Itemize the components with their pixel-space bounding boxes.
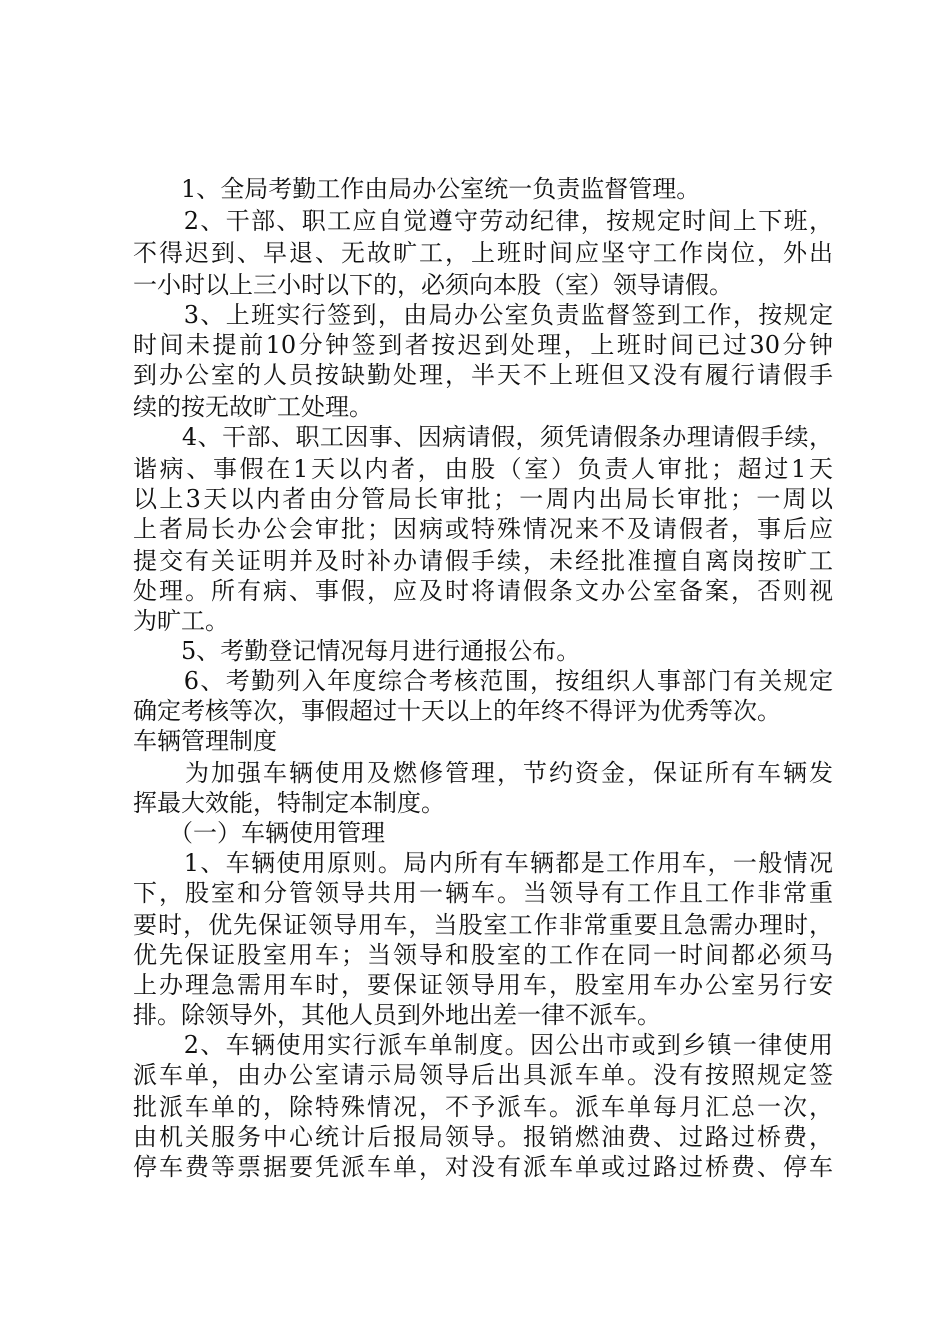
text-line: 1、全局考勤工作由局办公室统一负责监督管理。 bbox=[133, 175, 701, 203]
text-line: 派车单，由办公室请示局领导后出具派车单。没有按照规定签 bbox=[133, 1061, 833, 1089]
text-line: 处理。所有病、事假，应及时将请假条文办公室备案，否则视 bbox=[133, 577, 833, 605]
text-line: 挥最大效能，特制定本制度。 bbox=[133, 789, 445, 817]
text-line: 优先保证股室用车；当领导和股室的工作在同一时间都必须马 bbox=[133, 941, 833, 969]
text-line: 提交有关证明并及时补办请假手续，未经批准擅自离岗按旷工 bbox=[133, 547, 833, 575]
text-line: 1、车辆使用原则。局内所有车辆都是工作用车，一般情况 bbox=[133, 849, 833, 877]
section-heading: 车辆管理制度 bbox=[133, 727, 277, 755]
text-line: 不得迟到、早退、无故旷工，上班时间应坚守工作岗位，外出 bbox=[133, 239, 833, 267]
text-line: 确定考核等次，事假超过十天以上的年终不得评为优秀等次。 bbox=[133, 697, 781, 725]
subsection-heading: （一）车辆使用管理 bbox=[133, 819, 385, 847]
text-line: 6、考勤列入年度综合考核范围，按组织人事部门有关规定 bbox=[133, 667, 833, 695]
text-line: 为加强车辆使用及燃修管理，节约资金，保证所有车辆发 bbox=[133, 759, 833, 787]
text-line: 谐病、事假在1天以内者，由股（室）负责人审批；超过1天 bbox=[133, 455, 833, 483]
text-line: 3、上班实行签到，由局办公室负责监督签到工作，按规定 bbox=[133, 301, 833, 329]
text-line: 由机关服务中心统计后报局领导。报销燃油费、过路过桥费， bbox=[133, 1123, 833, 1151]
text-line: 批派车单的，除特殊情况，不予派车。派车单每月汇总一次， bbox=[133, 1093, 833, 1121]
text-line: 时间未提前10分钟签到者按迟到处理，上班时间已过30分钟 bbox=[133, 331, 833, 359]
text-line: 4、干部、职工因事、因病请假，须凭请假条办理请假手续， bbox=[133, 423, 833, 451]
text-line: 到办公室的人员按缺勤处理，半天不上班但又没有履行请假手 bbox=[133, 361, 833, 389]
text-line: 要时，优先保证领导用车，当股室工作非常重要且急需办理时， bbox=[133, 911, 833, 939]
text-line: 2、干部、职工应自觉遵守劳动纪律，按规定时间上下班， bbox=[133, 207, 833, 235]
text-line: 一小时以上三小时以下的，必须向本股（室）领导请假。 bbox=[133, 271, 733, 299]
text-line: 5、考勤登记情况每月进行通报公布。 bbox=[133, 637, 581, 665]
text-line: 下，股室和分管领导共用一辆车。当领导有工作且工作非常重 bbox=[133, 879, 833, 907]
text-line: 停车费等票据要凭派车单，对没有派车单或过路过桥费、停车 bbox=[133, 1153, 833, 1181]
text-line: 上办理急需用车时，要保证领导用车，股室用车办公室另行安 bbox=[133, 971, 833, 999]
text-line: 排。除领导外，其他人员到外地出差一律不派车。 bbox=[133, 1001, 661, 1029]
text-line: 续的按无故旷工处理。 bbox=[133, 393, 373, 421]
text-line: 以上3天以内者由分管局长审批；一周内出局长审批；一周以 bbox=[133, 485, 833, 513]
text-line: 为旷工。 bbox=[133, 607, 229, 635]
text-line: 上者局长办公会审批；因病或特殊情况来不及请假者，事后应 bbox=[133, 515, 833, 543]
text-line: 2、车辆使用实行派车单制度。因公出市或到乡镇一律使用 bbox=[133, 1031, 833, 1059]
